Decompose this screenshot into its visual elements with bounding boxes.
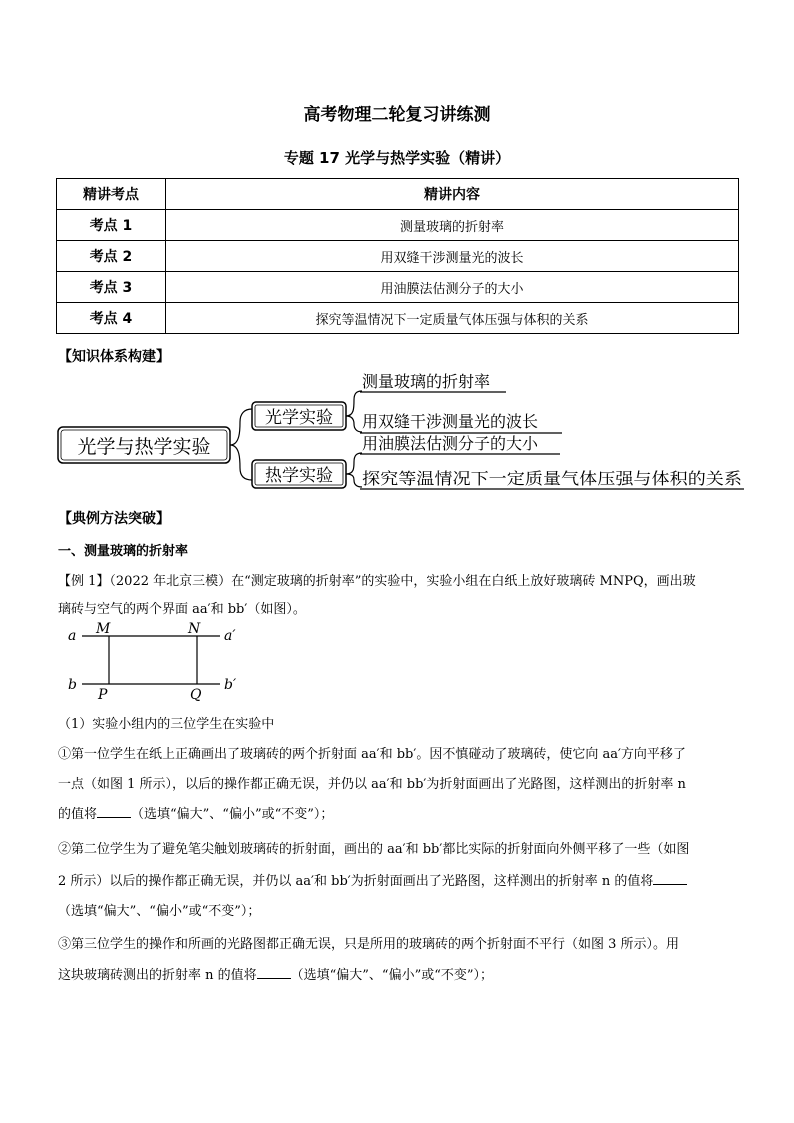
answer-blank[interactable] (97, 805, 131, 818)
figure-label: N (188, 621, 201, 637)
figure-label: a′ (224, 628, 236, 644)
figure-label: M (96, 621, 111, 637)
mindmap-branch-brace (346, 391, 362, 432)
mindmap-root-brace (230, 409, 252, 480)
table-cell-content: 探究等温情况下一定质量气体压强与体积的关系 (166, 303, 739, 334)
question-line (58, 803, 742, 822)
question-text: 2 所示）以后的操作都正确无误，并仍以 aa′和 bb′为折射面画出了光路图，这样测出的折射率 n 的值将 (58, 874, 654, 889)
question-line: （1）实验小组内的三位学生在实验中 (58, 717, 275, 732)
question-line: （选填“偏大”、“偏小”或“不变”）； (58, 904, 261, 919)
method-heading: 【典例方法突破】 (58, 511, 170, 527)
question-text: （选填“偏大”、“偏小”或“不变”）； (290, 968, 494, 983)
question-text: 的值将 (58, 807, 98, 822)
mindmap-root-label: 光学与热学实验 (77, 436, 211, 458)
page-subtitle: 专题 17 光学与热学实验（精讲） (283, 149, 511, 167)
table-cell-content: 用双缝干涉测量光的波长 (166, 241, 739, 272)
mindmap-branch-brace (346, 453, 362, 487)
question-line (58, 870, 742, 889)
question-line: ①第一位学生在纸上正确画出了玻璃砖的两个折射面 aa′和 bb′。因不慎碰动了玻璃砖，使它向 aa′方向平移了 (58, 747, 686, 762)
table-row (57, 241, 739, 272)
example-text-line: 【例 1】（2022 年北京三模）在“测定玻璃的折射率”的实验中，实验小组在白纸上放好玻璃砖 MNPQ，画出玻 (58, 574, 696, 589)
figure-label: Q (190, 687, 202, 702)
figure-label: a (68, 628, 77, 644)
question-line: ③第三位学生的操作和所画的光路图都正确无误，只是所用的玻璃砖的两个折射面不平行（如图 3 所示）。用 (58, 937, 680, 952)
mindmap-leaf: 探究等温情况下一定质量气体压强与体积的关系 (362, 469, 742, 488)
figure-label: b′ (224, 677, 237, 693)
answer-blank[interactable] (653, 872, 687, 885)
table-cell-topic: 考点 1 (57, 210, 166, 241)
table-cell-topic: 考点 3 (57, 272, 166, 303)
figure-label: P (98, 687, 108, 702)
table-header-row (57, 179, 739, 210)
mindmap-leaf: 用双缝干涉测量光的波长 (362, 412, 539, 431)
glass-brick-figure (60, 618, 260, 702)
section-heading: 一、测量玻璃的折射率 (58, 544, 189, 559)
table-cell-topic: 考点 2 (57, 241, 166, 272)
mindmap-leaf: 用油膜法估测分子的大小 (362, 434, 539, 453)
table-row (57, 210, 739, 241)
question-line: ②第二位学生为了避免笔尖触划玻璃砖的折射面，画出的 aa′和 bb′都比实际的折射面向外侧平移了一些（如图 (58, 842, 690, 857)
table-cell-content: 用油膜法估测分子的大小 (166, 272, 739, 303)
table-cell-content: 测量玻璃的折射率 (166, 210, 739, 241)
question-text: （选填“偏大”、“偏小”或“不变”）； (131, 807, 334, 822)
figure-label: b (68, 677, 77, 693)
question-text: 这块玻璃砖测出的折射率 n 的值将 (58, 968, 257, 983)
table-row (57, 303, 739, 334)
mindmap-branch-label: 光学实验 (265, 408, 333, 428)
page-title: 高考物理二轮复习讲练测 (303, 105, 491, 125)
topics-table (56, 178, 739, 334)
answer-blank[interactable] (257, 966, 291, 979)
example-text-line: 璃砖与空气的两个界面 aa′和 bb′（如图）。 (58, 602, 306, 617)
table-cell-topic: 考点 4 (57, 303, 166, 334)
knowledge-heading: 【知识体系构建】 (58, 349, 170, 365)
question-line (58, 964, 742, 983)
mindmap-branch-label: 热学实验 (265, 466, 333, 486)
mindmap-leaf: 测量玻璃的折射率 (362, 372, 491, 391)
table-header-cell: 精讲考点 (57, 179, 166, 210)
table-row (57, 272, 739, 303)
question-line: 一点（如图 1 所示），以后的操作都正确无误，并仍以 aa′和 bb′为折射面画出了光路图，这样测出的折射率 n (58, 777, 686, 792)
table-header-cell: 精讲内容 (166, 179, 739, 210)
knowledge-mindmap (56, 372, 746, 494)
